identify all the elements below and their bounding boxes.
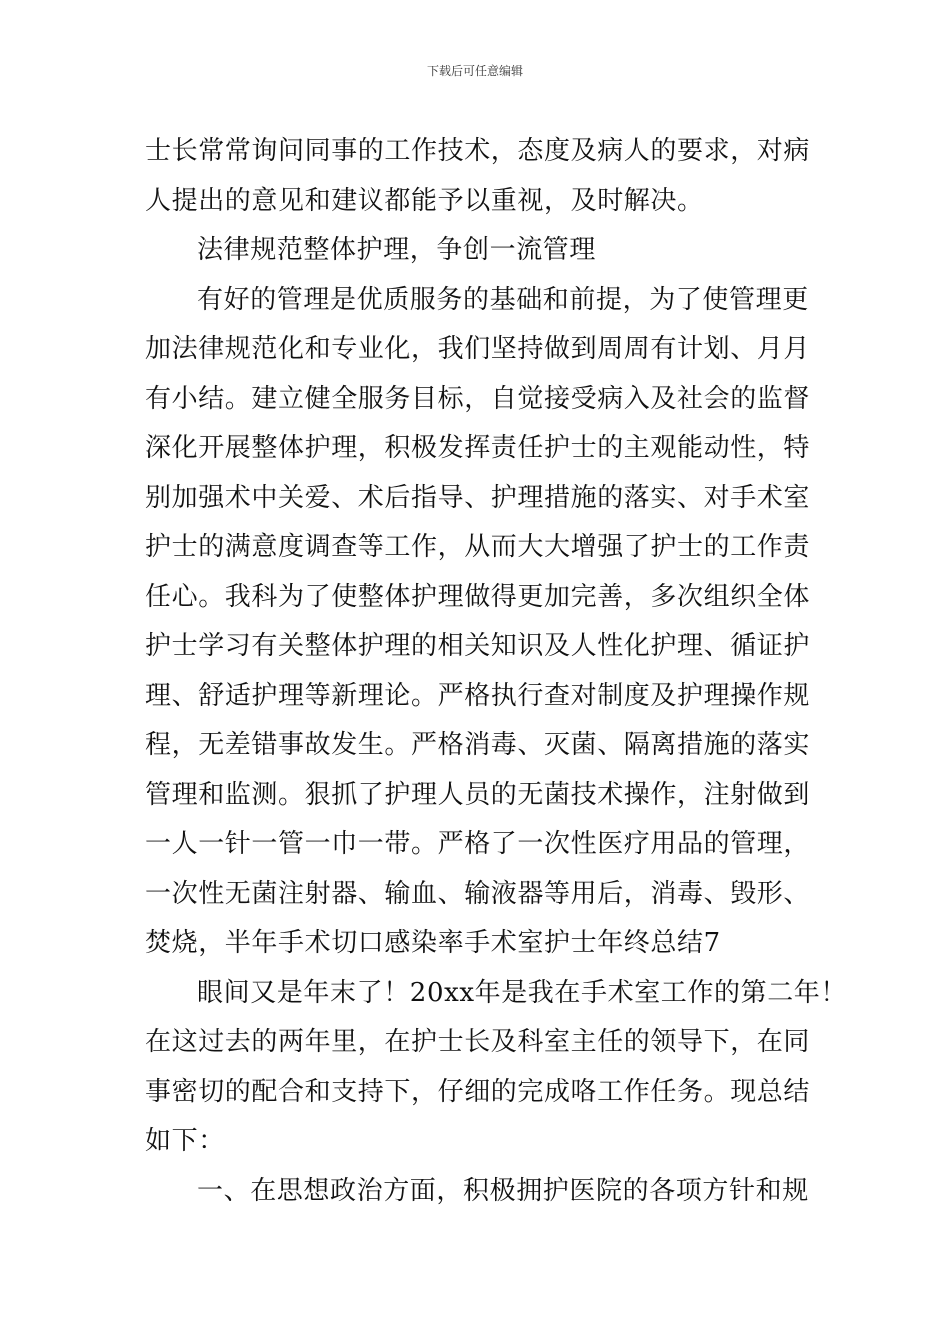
text-line: 焚烧，半年手术切口感染率手术室护士年终总结7 — [145, 928, 721, 958]
text-line: 有好的管理是优质服务的基础和前提，为了使管理更 — [197, 284, 809, 315]
text-line: 在这过去的两年里，在护士长及科室主任的领导下，在同 — [145, 1027, 811, 1057]
document-body — [145, 127, 848, 1216]
text-line: 护士学习有关整体护理的相关知识及人性化护理、循证护 — [145, 631, 811, 661]
text-line: 眼间又是年末了！20xx年是我在手术室工作的第二年！ — [197, 977, 848, 1008]
text-line: 一、在思想政治方面，积极拥护医院的各项方针和规 — [197, 1175, 809, 1206]
text-line: 士长常常询问同事的工作技术，态度及病人的要求，对病 — [145, 136, 811, 166]
text-line: 任心。我科为了使整体护理做得更加完善，多次组织全体 — [145, 581, 811, 612]
text-line: 有小结。建立健全服务目标，自觉接受病入及社会的监督 — [145, 383, 811, 414]
text-line: 深化开展整体护理，积极发挥责任护士的主观能动性，特 — [145, 433, 811, 463]
text-line: 一人一针一管一巾一带。严格了一次性医疗用品的管理， — [145, 829, 811, 859]
text-line: 事密切的配合和支持下，仔细的完成咯工作任务。现总结 — [145, 1076, 811, 1107]
text-line: 如下： — [145, 1126, 225, 1156]
text-line: 加法律规范化和专业化，我们坚持做到周周有计划、月月 — [145, 334, 811, 364]
text-line: 管理和监测。狠抓了护理人员的无菌技术操作，注射做到 — [145, 779, 811, 810]
text-line: 一次性无菌注射器、输血、输液器等用后，消毒、毁形、 — [145, 878, 811, 909]
text-line: 别加强术中关爱、术后指导、护理措施的落实、对手术室 — [145, 482, 811, 513]
text-line: 护士的满意度调查等工作，从而大大增强了护士的工作责 — [145, 532, 811, 562]
text-line: 程，无差错事故发生。严格消毒、灭菌、隔离措施的落实 — [145, 730, 811, 760]
text-line: 理、舒适护理等新理论。严格执行查对制度及护理操作规 — [145, 680, 811, 711]
text-line: 人提出的意见和建议都能予以重视，及时解决。 — [145, 185, 704, 216]
section-heading: 法律规范整体护理，争创一流管理 — [197, 235, 597, 265]
page-header: 下载后可任意编辑 — [426, 64, 523, 78]
